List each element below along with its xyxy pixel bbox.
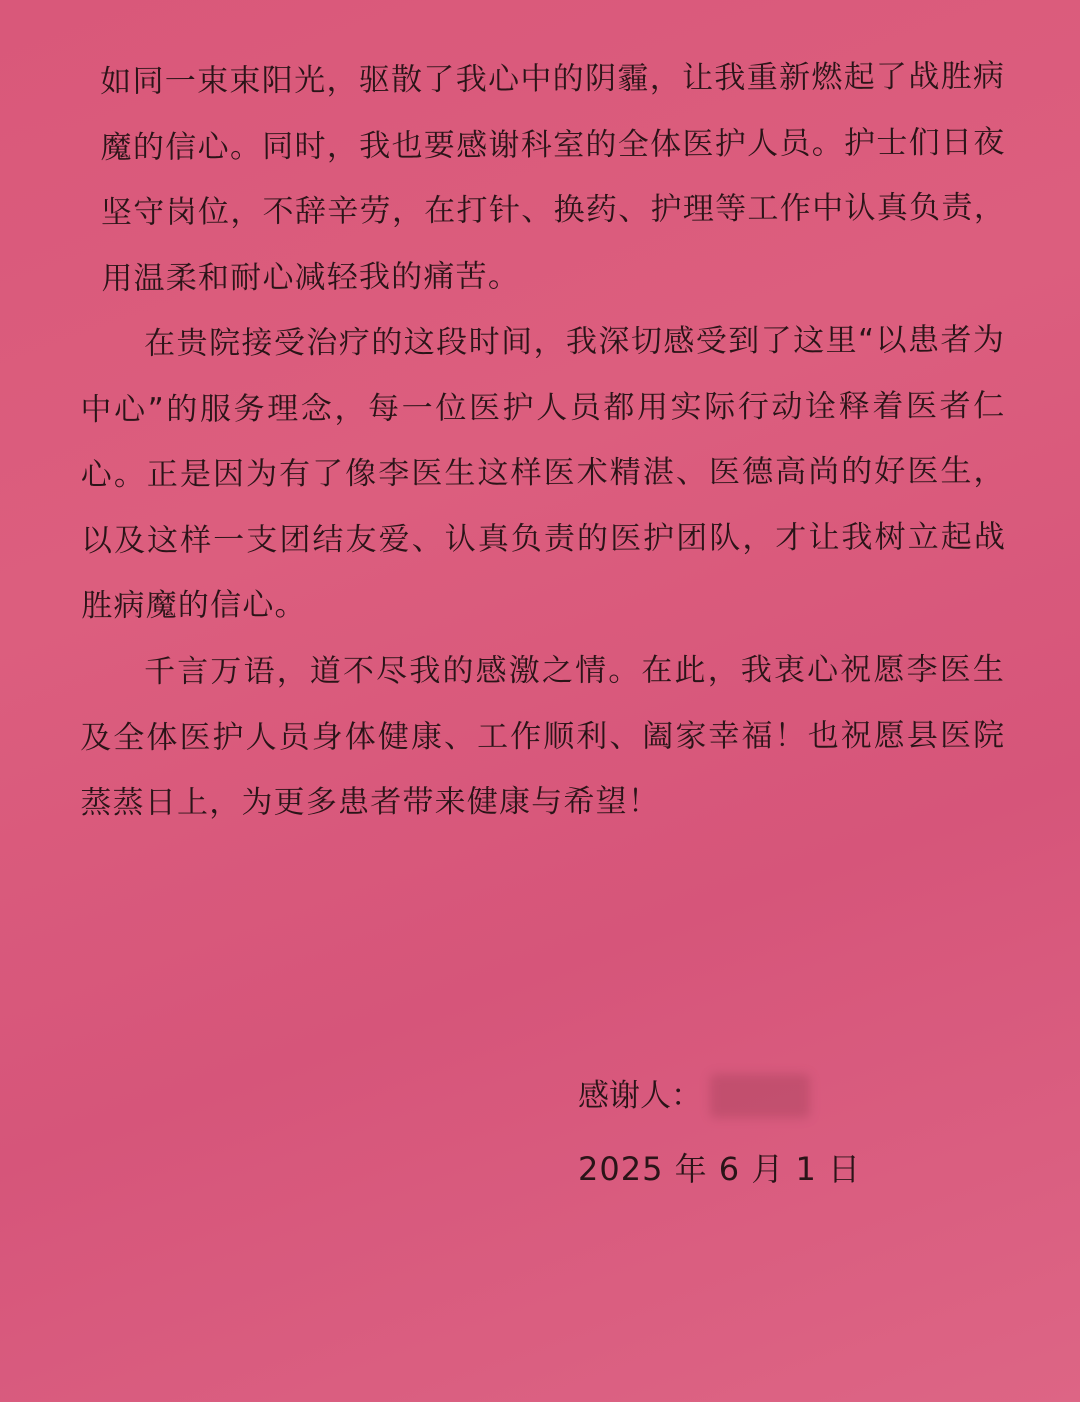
signature-line [578,1072,810,1120]
letter-paragraph-2: 在贵院接受治疗的这段时间，我深切感受到了这里“以患者为中心”的服务理念，每一位医护人员都用实际行动诠释着医者仁心。正是因为有了像李医生这样医术精湛、医德高尚的好医生，以及这样一支团结友爱、认真负责的医护团队，才让我树立起战胜病魔的信心。 [80,321,1007,624]
letter-paragraph-1: 如同一束束阳光，驱散了我心中的阴霾，让我重新燃起了战胜病魔的信心。同时，我也要感谢科室的全体医护人员。护士们日夜坚守岗位，不辞辛劳，在打针、换药、护理等工作中认真负责，用温柔和耐心减轻我的痛苦。 [100,58,1007,297]
letter-body [80,50,1005,836]
blurred-signer-name [710,1074,810,1118]
letter-paragraph-3: 千言万语，道不尽我的感激之情。在此，我衷心祝愿李医生及全体医护人员身体健康、工作顺利、阖家幸福！也祝愿县医院蒸蒸日上，为更多患者带来健康与希望！ [80,651,1006,821]
signature-label: 感谢人： [578,1078,702,1114]
letter-date: 2025 年 6 月 1 日 [578,1150,862,1188]
